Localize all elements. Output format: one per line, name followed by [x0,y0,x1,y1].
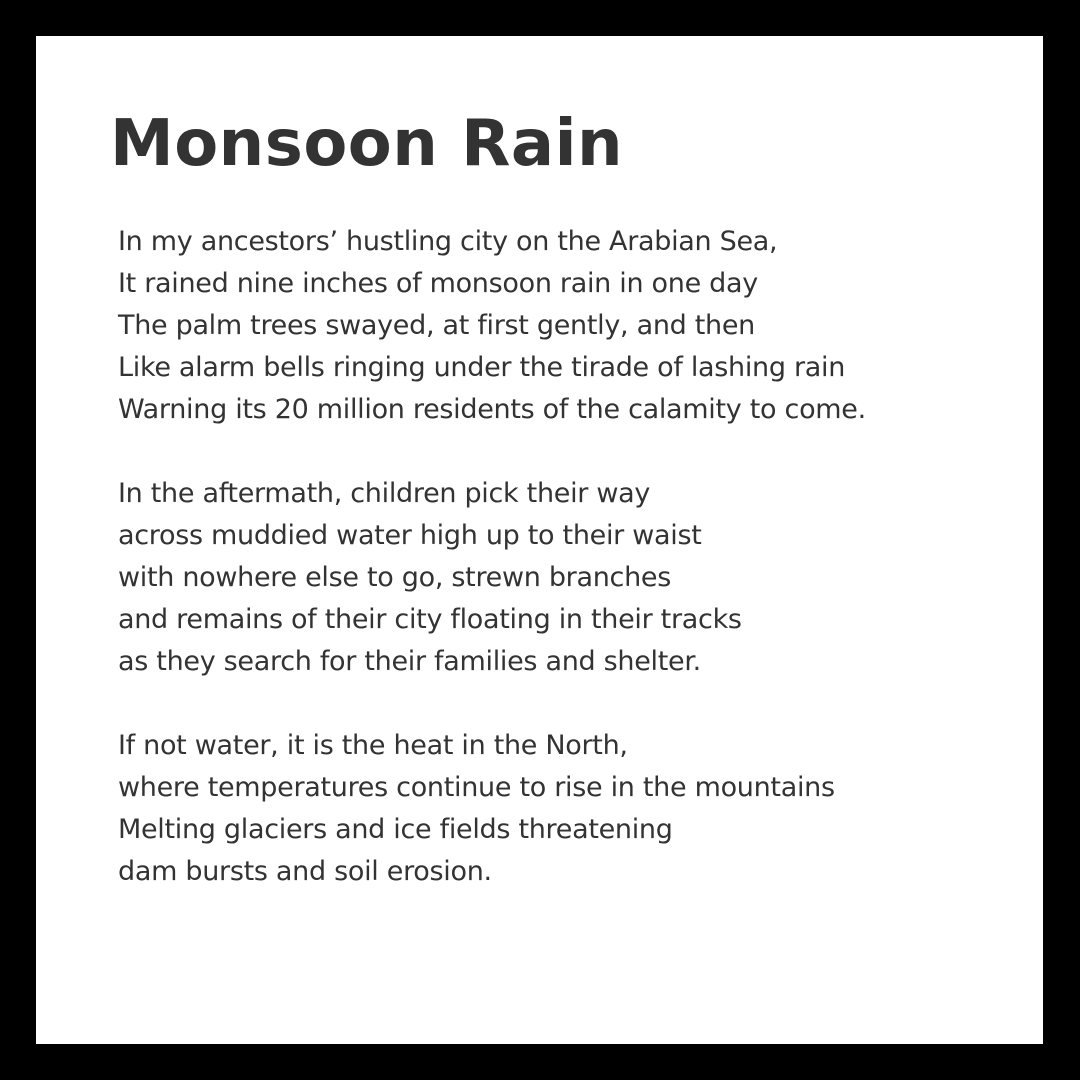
poem-line: dam bursts and soil erosion. [118,856,492,887]
poem-line: In the aftermath, children pick their way [118,478,651,509]
stanza-1 [118,221,1018,431]
stanza-2 [118,473,1018,683]
poem-line: If not water, it is the heat in the North, [118,730,628,761]
poem-title: Monsoon Rain [110,107,624,181]
poem-line: Melting glaciers and ice fields threatening [118,814,673,845]
poem-line: where temperatures continue to rise in the mountains [118,772,835,803]
stanza-3 [118,725,1018,893]
poem-line: Like alarm bells ringing under the tirade of lashing rain [118,352,846,383]
poem-line: It rained nine inches of monsoon rain in one day [118,268,758,299]
poem-line: and remains of their city floating in their tracks [118,604,742,635]
poem-line: In my ancestors’ hustling city on the Arabian Sea, [118,226,778,257]
poem-card [36,36,1043,1044]
poem-line: with nowhere else to go, strewn branches [118,562,671,593]
poem-line: Warning its 20 million residents of the calamity to come. [118,394,866,425]
poem-line: The palm trees swayed, at first gently, and then [118,310,755,341]
poem-line: as they search for their families and shelter. [118,646,701,677]
poem-line: across muddied water high up to their waist [118,520,702,551]
poem-body [118,221,1018,893]
